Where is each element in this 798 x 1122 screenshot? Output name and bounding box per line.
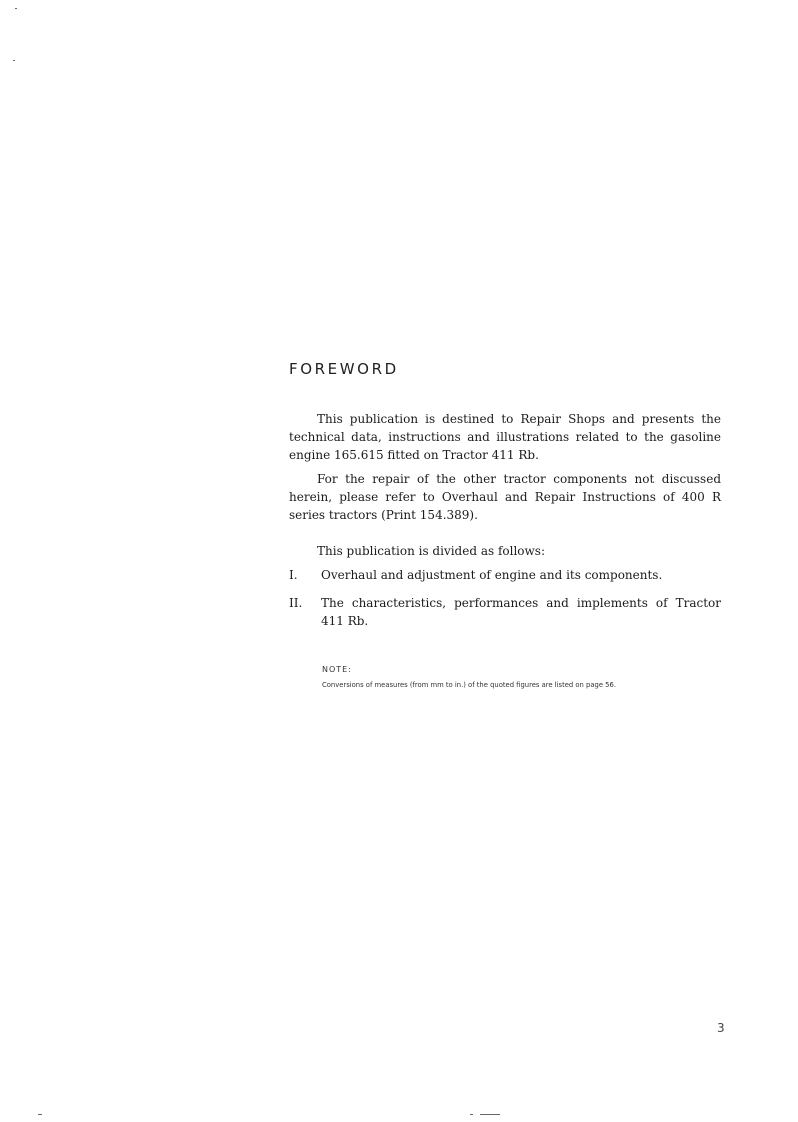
page-number: 3 [717, 1021, 725, 1035]
foreword-heading: FOREWORD [289, 360, 399, 378]
list-item [289, 594, 721, 630]
list-item-text: Overhaul and adjustment of engine and its components. [321, 568, 663, 582]
paragraph-intro [289, 410, 721, 464]
scan-speck [15, 8, 17, 9]
paragraph-text: This publication is destined to Repair Shops and presents the technical data, instructions and illustrations related to the gasoline engine 165.615 fitted on Tractor 411 Rb. [289, 412, 721, 462]
paragraph-reference [289, 470, 721, 524]
list-item-number: II. [289, 596, 303, 610]
scan-speck [470, 1114, 473, 1115]
scan-speck [480, 1114, 500, 1115]
list-item-text: The characteristics, performances and implements of Tractor 411 Rb. [321, 596, 721, 628]
list-item-number: I. [289, 568, 298, 582]
paragraph-division [289, 542, 721, 560]
scan-speck [38, 1114, 42, 1115]
note-label: NOTE: [322, 665, 352, 674]
note-text: Conversions of measures (from mm to in.) of the quoted figures are listed on page 56. [322, 681, 616, 689]
scan-speck [13, 60, 15, 61]
paragraph-text: For the repair of the other tractor components not discussed herein, please refer to Overhaul and Repair Instructions of 400 R series tractors (Print 154.389). [289, 472, 721, 522]
list-item [289, 566, 721, 584]
paragraph-text: This publication is divided as follows: [317, 544, 546, 558]
